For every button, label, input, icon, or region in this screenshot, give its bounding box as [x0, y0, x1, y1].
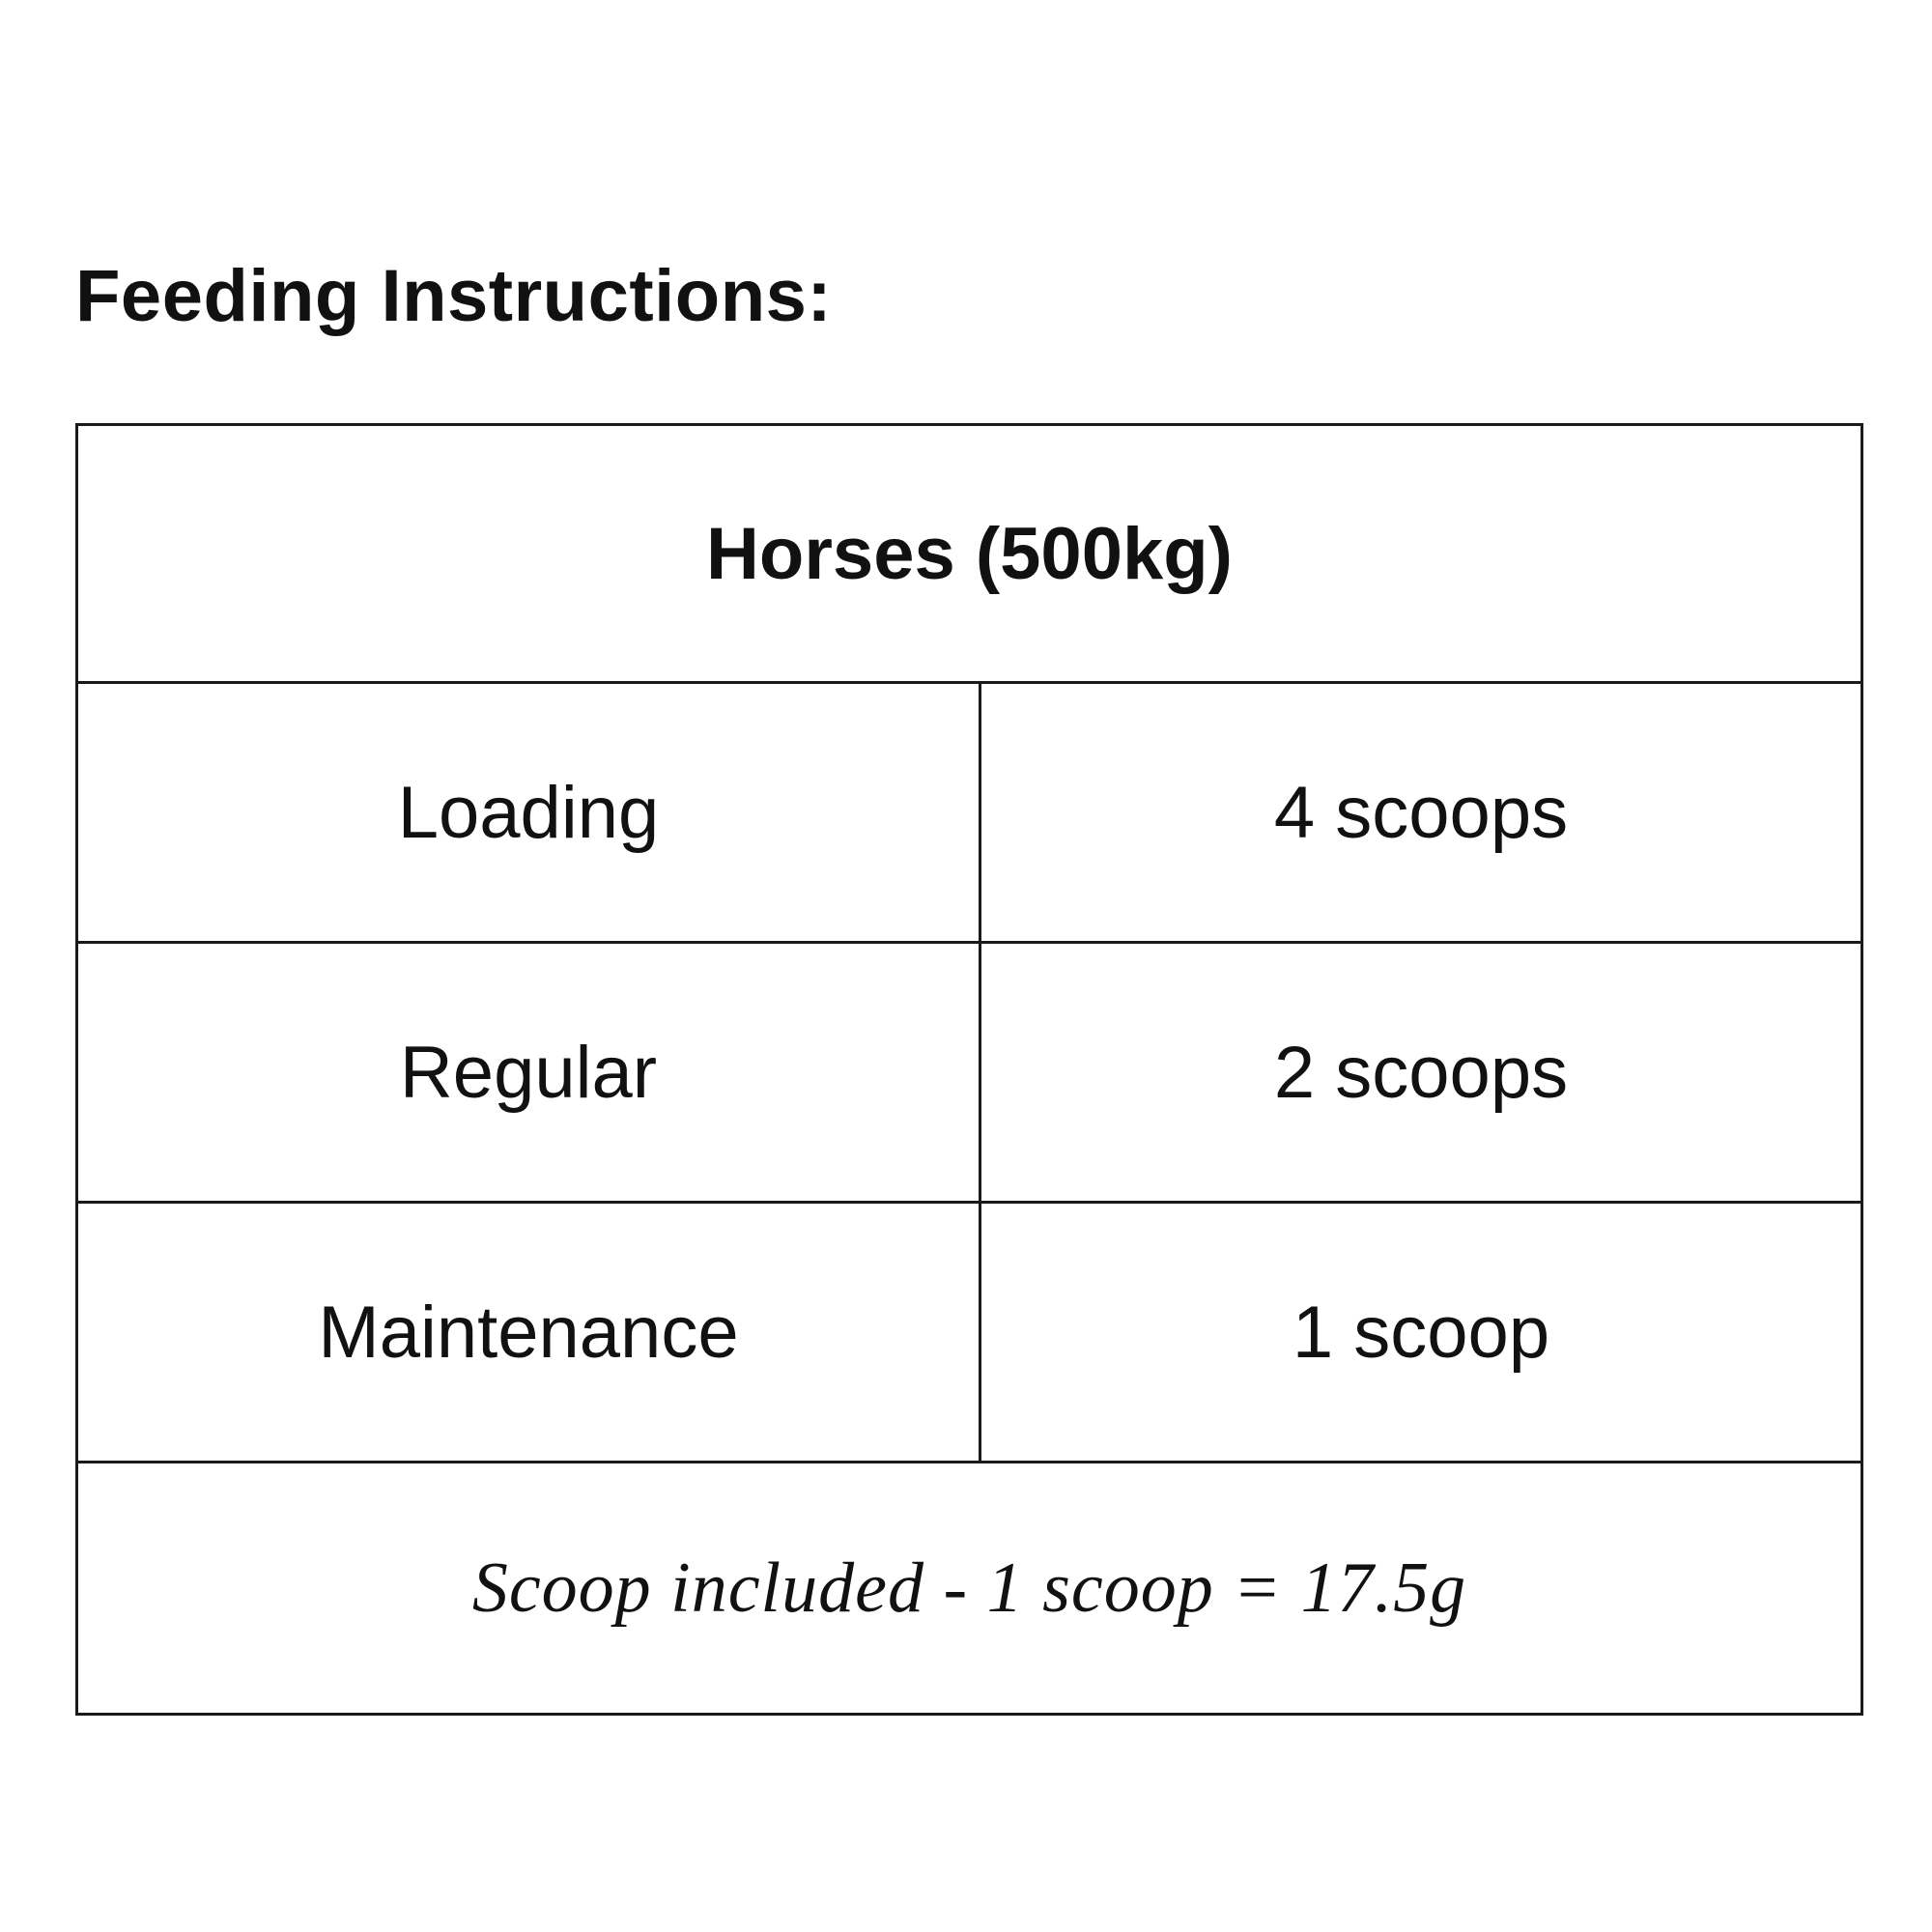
phase-cell: Regular — [77, 943, 980, 1203]
table-header-cell: Horses (500kg) — [77, 425, 1862, 683]
amount-cell: 1 scoop — [980, 1203, 1862, 1463]
page-title: Feeding Instructions: — [75, 255, 833, 337]
phase-cell: Maintenance — [77, 1203, 980, 1463]
feeding-table — [75, 423, 1863, 1716]
amount-cell: 4 scoops — [980, 683, 1862, 943]
table-row — [77, 1203, 1862, 1463]
table-row — [77, 943, 1862, 1203]
table-header-row — [77, 425, 1862, 683]
phase-cell: Loading — [77, 683, 980, 943]
amount-cell: 2 scoops — [980, 943, 1862, 1203]
table-row — [77, 683, 1862, 943]
table-footer-row — [77, 1463, 1862, 1715]
table-footer-note: Scoop included - 1 scoop = 17.5g — [77, 1463, 1862, 1715]
